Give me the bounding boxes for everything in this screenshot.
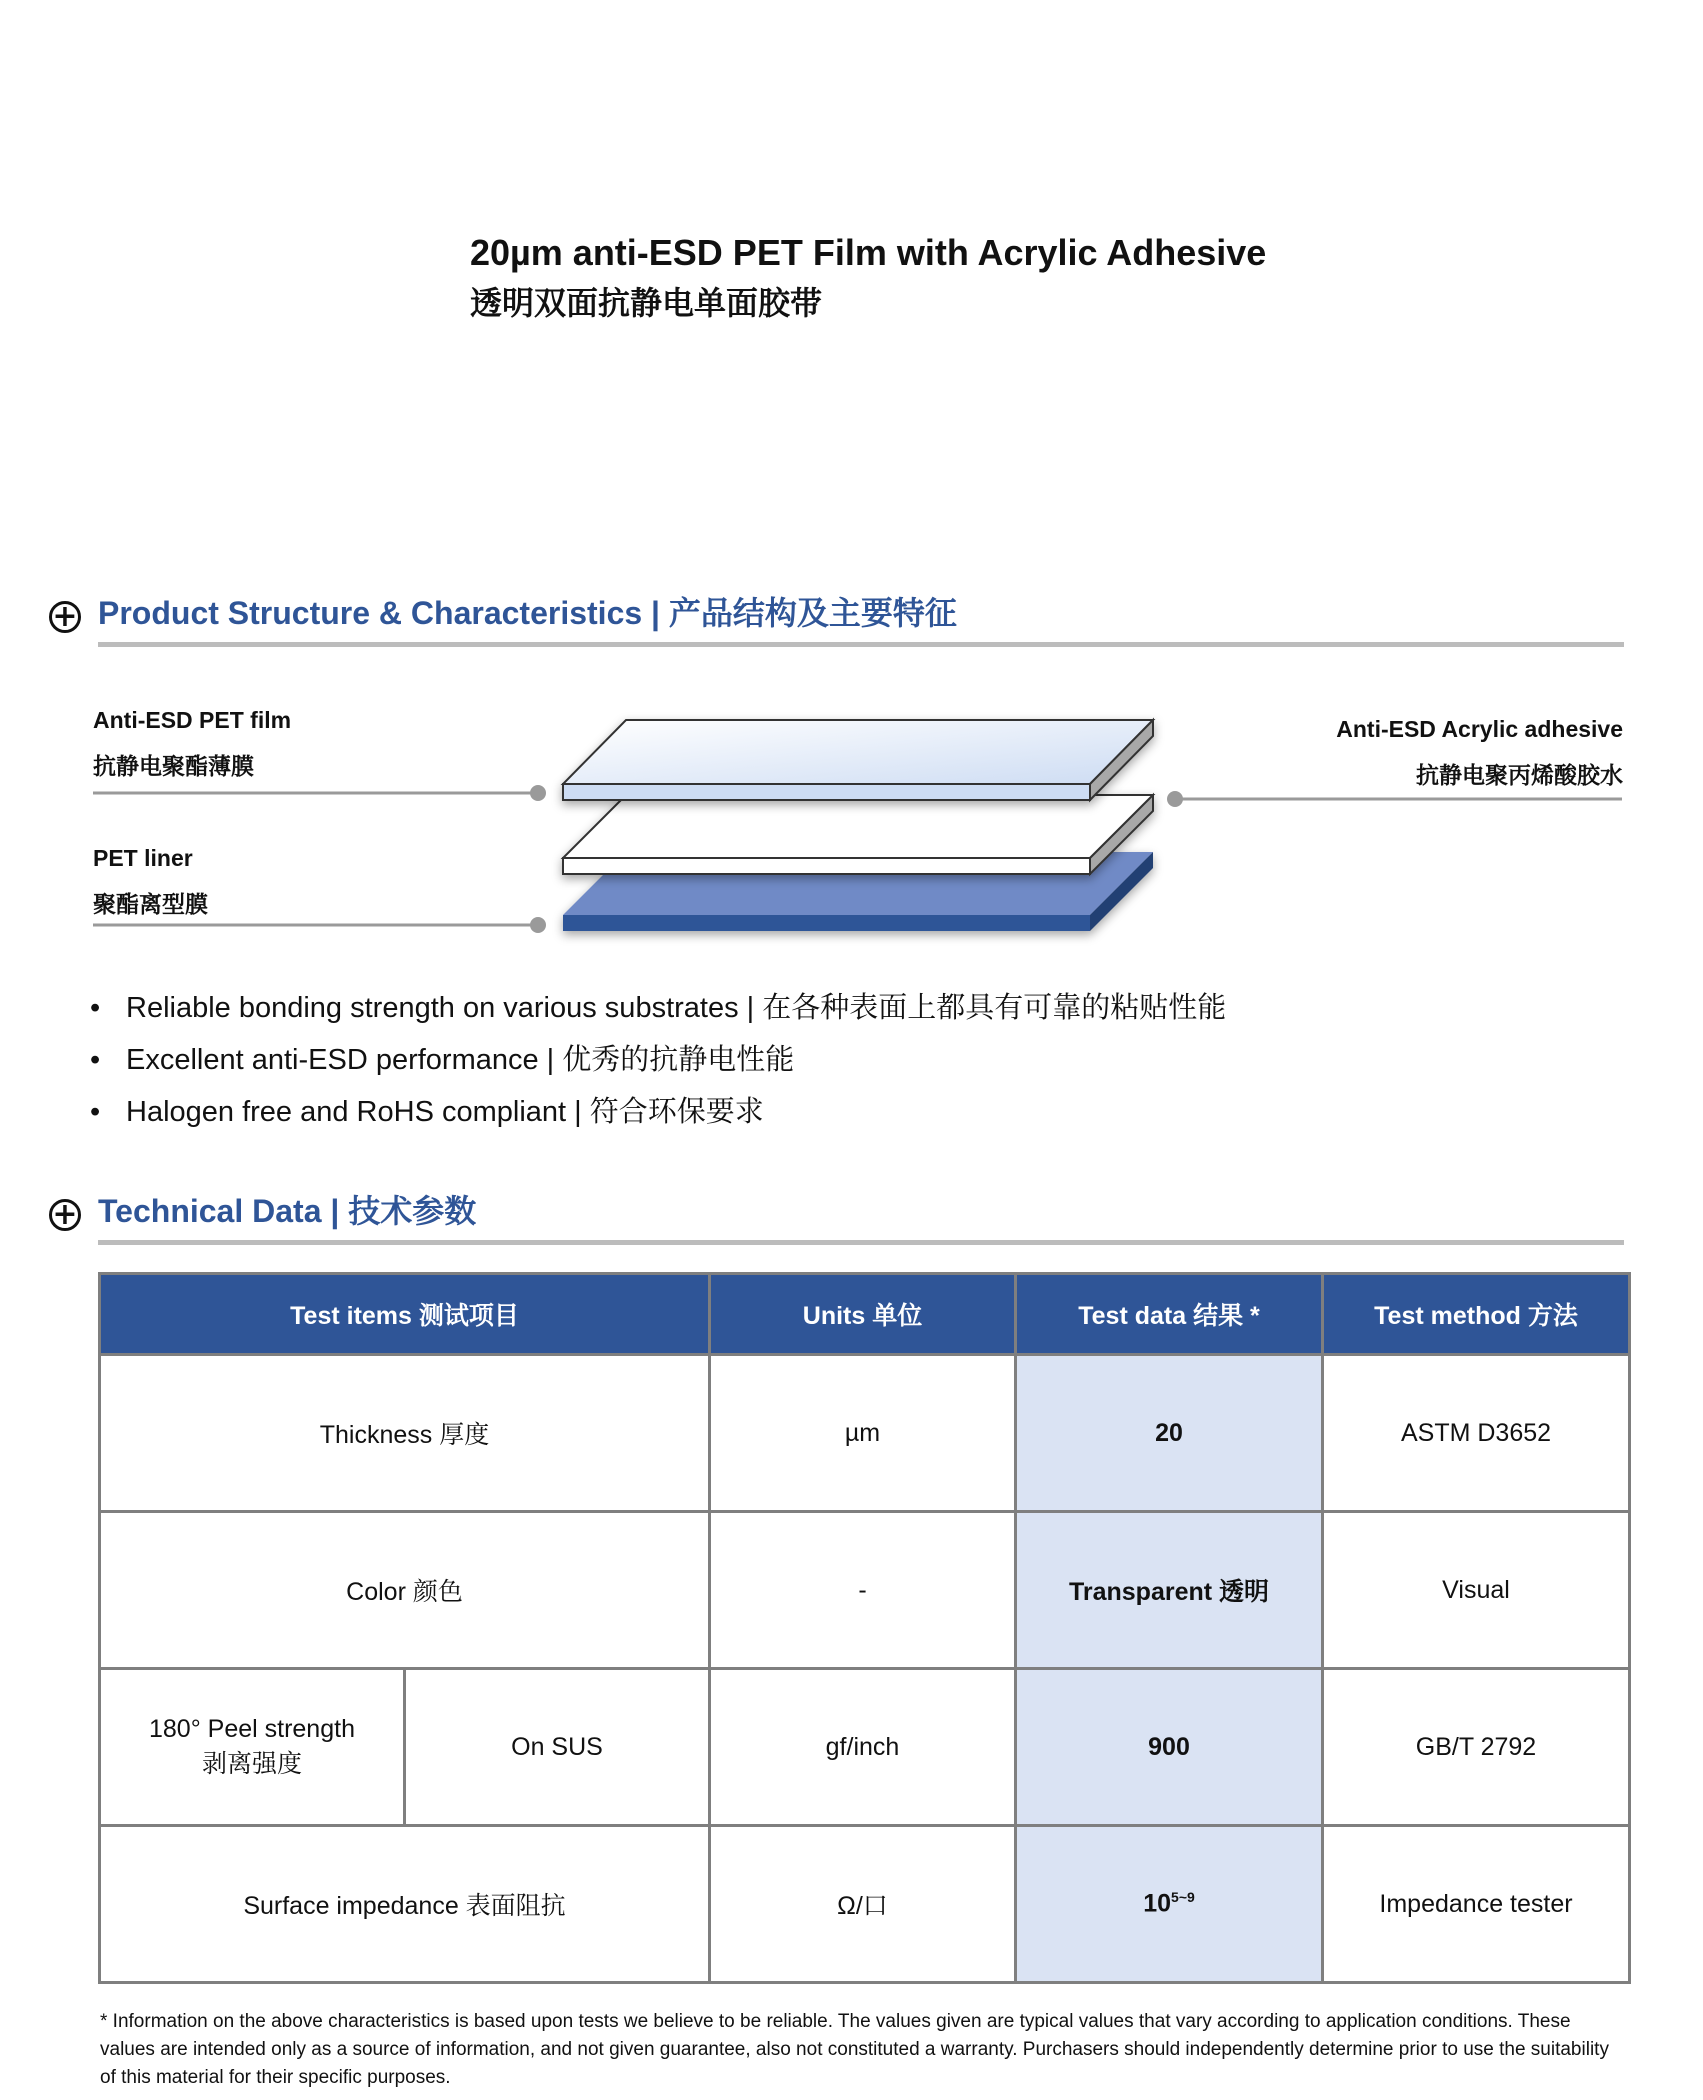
header-units: Units 单位 [710, 1274, 1016, 1355]
table-row [100, 1512, 1630, 1669]
film-layer-label: Anti-ESD PET film 抗静电聚酯薄膜 [93, 707, 292, 779]
cell-method: ASTM D3652 [1323, 1355, 1630, 1512]
header-test-method: Test method 方法 [1323, 1274, 1630, 1355]
table-row [100, 1669, 1630, 1826]
table-header-row [100, 1274, 1630, 1355]
feature-item: • Reliable bonding strength on various substrates | 在各种表面上都具有可靠的粘贴性能 [90, 992, 1227, 1024]
cell-unit: µm [710, 1355, 1016, 1512]
structure-section-title: Product Structure & Characteristics | 产品结构及主要特征 [98, 595, 957, 631]
table-row [100, 1826, 1630, 1983]
leader-dot-liner [530, 917, 546, 933]
footnote: * Information on the above characteristics is based upon tests we believe to be reliable. The values given are typical values that vary according to application conditions. These values are intended only as a source of information, and not given guarantee, also not constituted a warranty. Purchasers should independently determine prior to use the suitability of this material for their specific purposes. [100, 2011, 1609, 2088]
technical-section-header [44, 1186, 1624, 1246]
header-test-data: Test data 结果 * [1016, 1274, 1323, 1355]
circle-plus-icon: + [49, 601, 81, 633]
cell-unit: Ω/口 [710, 1826, 1016, 1983]
cell-method: GB/T 2792 [1323, 1669, 1630, 1826]
cell-method: Visual [1323, 1512, 1630, 1669]
table-row [100, 1355, 1630, 1512]
section-divider [98, 1240, 1624, 1245]
structure-section-header [44, 588, 1624, 648]
cell-method: Impedance tester [1323, 1826, 1630, 1983]
cell-result: 900 [1016, 1669, 1323, 1826]
document-subtitle: 透明双面抗静电单面胶带 [470, 285, 823, 321]
cell-result: Transparent 透明 [1016, 1512, 1323, 1669]
document-title: 20µm anti-ESD PET Film with Acrylic Adhesive [470, 232, 1267, 273]
cell-item: 180° Peel strength 剥离强度 [100, 1669, 405, 1826]
section-divider [98, 642, 1624, 647]
cell-item: Color 颜色 [100, 1512, 710, 1669]
circle-plus-icon: + [49, 1199, 81, 1231]
adhesive-layer [563, 795, 1153, 874]
liner-layer-label: PET liner 聚酯离型膜 [93, 845, 208, 917]
cell-item: Surface impedance 表面阻抗 [100, 1826, 710, 1983]
cell-unit: - [710, 1512, 1016, 1669]
technical-section-title: Technical Data | 技术参数 [98, 1193, 477, 1229]
cell-result: $10^{5\sim 9}$ [1016, 1826, 1323, 1983]
feature-item: • Excellent anti-ESD performance | 优秀的抗静电性能 [90, 1044, 795, 1076]
technical-data-table [98, 1272, 1631, 1984]
feature-item: • Halogen free and RoHS compliant | 符合环保要求 [90, 1096, 764, 1128]
film-layer [563, 720, 1153, 800]
cell-unit: gf/inch [710, 1669, 1016, 1826]
cell-item: Thickness 厚度 [100, 1355, 710, 1512]
leader-dot-film [530, 785, 546, 801]
header-test-items: Test items 测试项目 [100, 1274, 710, 1355]
cell-result: 20 [1016, 1355, 1323, 1512]
cell-subitem: On SUS [405, 1669, 710, 1826]
leader-dot-adhesive [1167, 791, 1183, 807]
feature-list [90, 985, 1226, 1141]
adhesive-layer-label: Anti-ESD Acrylic adhesive 抗静电聚丙烯酸胶水 [1336, 716, 1623, 788]
